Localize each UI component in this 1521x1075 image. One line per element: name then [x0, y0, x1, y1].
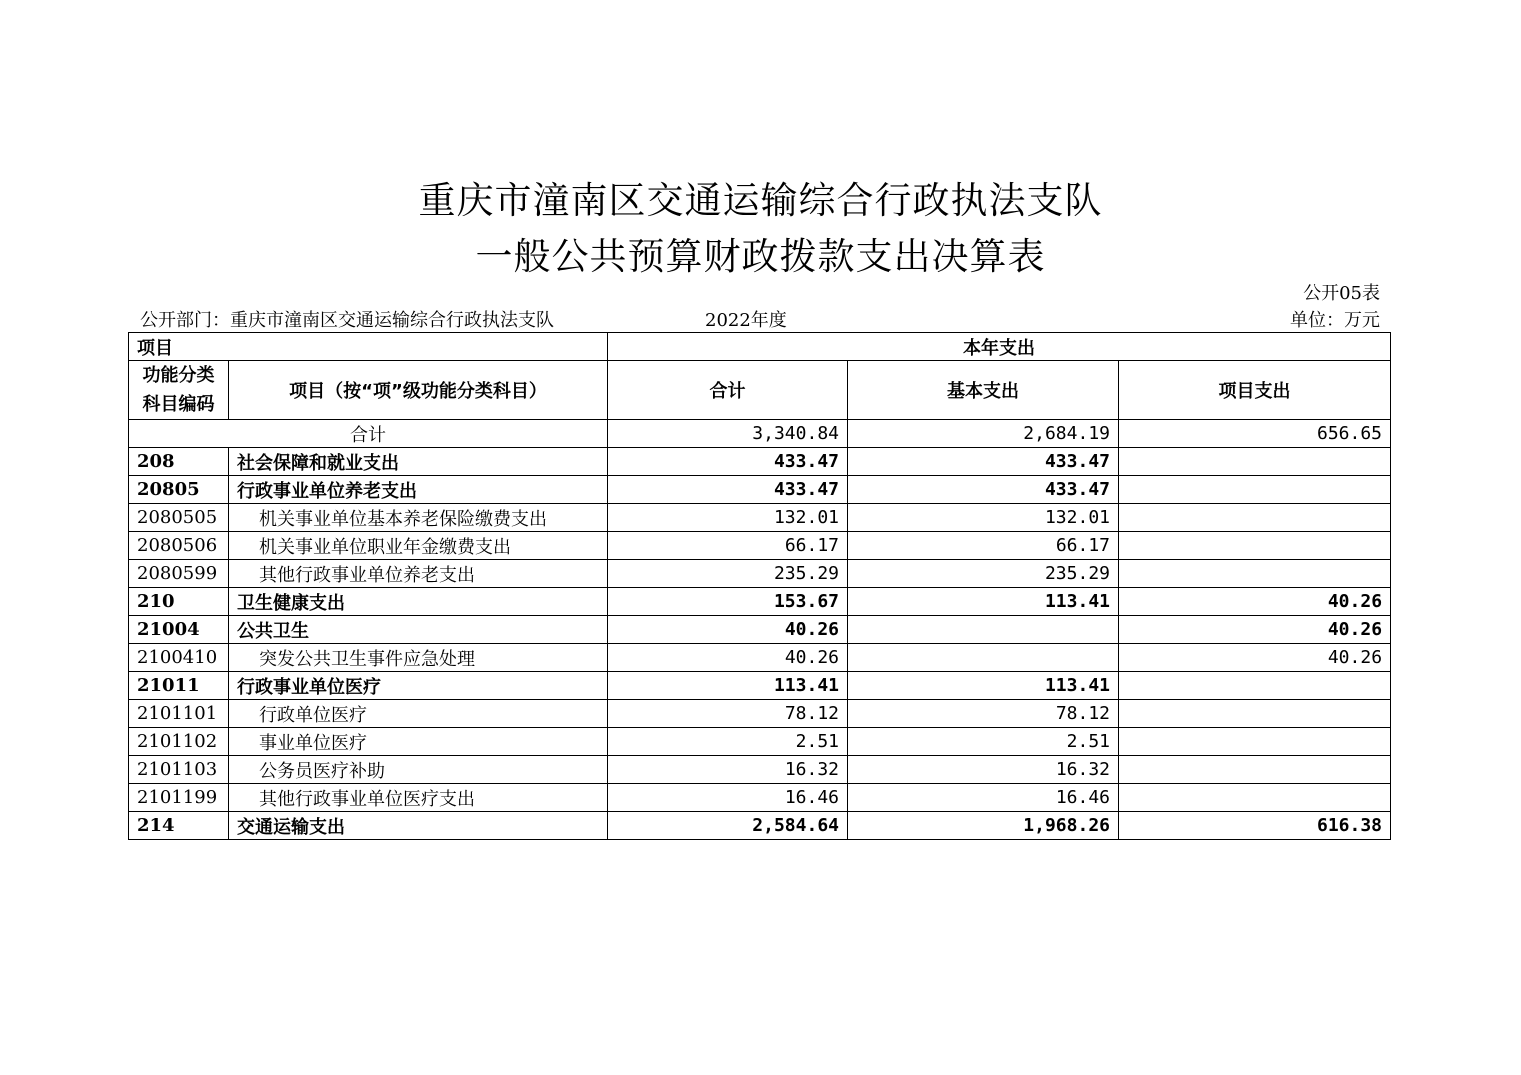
total-row-basic: 2,684.19 — [848, 420, 1119, 448]
row-basic: 78.12 — [848, 700, 1119, 728]
row-name: 突发公共卫生事件应急处理 — [229, 644, 608, 672]
row-name: 公共卫生 — [229, 616, 608, 644]
row-code: 2101102 — [129, 728, 229, 756]
row-total: 40.26 — [608, 616, 848, 644]
row-name: 其他行政事业单位医疗支出 — [229, 784, 608, 812]
header-total: 合计 — [608, 361, 848, 420]
table-row — [129, 672, 1391, 700]
row-code: 21011 — [129, 672, 229, 700]
row-code: 2080506 — [129, 532, 229, 560]
row-total: 2.51 — [608, 728, 848, 756]
table-number: 公开05表 — [1303, 283, 1380, 304]
row-project — [1119, 504, 1391, 532]
row-total: 16.32 — [608, 756, 848, 784]
table-row — [129, 616, 1391, 644]
row-name: 行政事业单位医疗 — [229, 672, 608, 700]
document-title-line1: 重庆市潼南区交通运输综合行政执法支队 — [418, 179, 1103, 222]
row-total: 433.47 — [608, 448, 848, 476]
row-code: 210 — [129, 588, 229, 616]
header-function-code — [129, 361, 229, 420]
header-project-expense: 项目支出 — [1119, 361, 1391, 420]
header-item: 项目（按“项”级功能分类科目） — [229, 361, 608, 420]
row-name: 机关事业单位职业年金缴费支出 — [229, 532, 608, 560]
row-code: 214 — [129, 812, 229, 840]
row-basic: 113.41 — [848, 672, 1119, 700]
row-project — [1119, 560, 1391, 588]
row-code: 2080599 — [129, 560, 229, 588]
row-basic: 132.01 — [848, 504, 1119, 532]
row-project: 616.38 — [1119, 812, 1391, 840]
row-basic: 113.41 — [848, 588, 1119, 616]
row-project: 40.26 — [1119, 588, 1391, 616]
row-project: 40.26 — [1119, 616, 1391, 644]
total-row-project: 656.65 — [1119, 420, 1391, 448]
row-project — [1119, 532, 1391, 560]
row-total: 16.46 — [608, 784, 848, 812]
row-basic: 433.47 — [848, 476, 1119, 504]
row-total: 78.12 — [608, 700, 848, 728]
row-name: 其他行政事业单位养老支出 — [229, 560, 608, 588]
table-row — [129, 784, 1391, 812]
row-project: 40.26 — [1119, 644, 1391, 672]
row-basic: 16.32 — [848, 756, 1119, 784]
row-name: 公务员医疗补助 — [229, 756, 608, 784]
row-name: 社会保障和就业支出 — [229, 448, 608, 476]
row-code: 20805 — [129, 476, 229, 504]
row-project — [1119, 700, 1391, 728]
row-total: 113.41 — [608, 672, 848, 700]
row-total: 66.17 — [608, 532, 848, 560]
table-row — [129, 476, 1391, 504]
row-basic — [848, 616, 1119, 644]
row-basic: 1,968.26 — [848, 812, 1119, 840]
row-project — [1119, 448, 1391, 476]
row-project — [1119, 756, 1391, 784]
row-name: 卫生健康支出 — [229, 588, 608, 616]
table-row — [129, 504, 1391, 532]
row-code: 2100410 — [129, 644, 229, 672]
total-row-total: 3,340.84 — [608, 420, 848, 448]
row-basic: 66.17 — [848, 532, 1119, 560]
row-basic: 433.47 — [848, 448, 1119, 476]
row-basic: 16.46 — [848, 784, 1119, 812]
department-label: 公开部门：重庆市潼南区交通运输综合行政执法支队 — [140, 310, 554, 331]
row-total: 40.26 — [608, 644, 848, 672]
row-project — [1119, 784, 1391, 812]
row-total: 433.47 — [608, 476, 848, 504]
header-code-line1: 功能分类 — [142, 365, 215, 386]
total-row — [129, 420, 1391, 448]
table-row — [129, 644, 1391, 672]
table-row — [129, 756, 1391, 784]
row-code: 21004 — [129, 616, 229, 644]
document-title-line2: 一般公共预算财政拨款支出决算表 — [475, 235, 1046, 278]
row-project — [1119, 476, 1391, 504]
table-row — [129, 588, 1391, 616]
row-code: 2080505 — [129, 504, 229, 532]
table-row — [129, 560, 1391, 588]
row-code: 2101199 — [129, 784, 229, 812]
row-total: 2,584.64 — [608, 812, 848, 840]
row-total: 235.29 — [608, 560, 848, 588]
row-basic: 2.51 — [848, 728, 1119, 756]
table-row — [129, 812, 1391, 840]
header-project: 项目 — [129, 333, 608, 361]
total-row-label: 合计 — [129, 420, 608, 448]
header-code-line2: 科目编码 — [142, 394, 215, 415]
row-name: 行政单位医疗 — [229, 700, 608, 728]
row-name: 行政事业单位养老支出 — [229, 476, 608, 504]
table-row — [129, 448, 1391, 476]
table-row — [129, 700, 1391, 728]
row-code: 2101103 — [129, 756, 229, 784]
table-row — [129, 532, 1391, 560]
row-name: 交通运输支出 — [229, 812, 608, 840]
row-name: 事业单位医疗 — [229, 728, 608, 756]
row-total: 153.67 — [608, 588, 848, 616]
year-label: 2022年度 — [705, 310, 787, 331]
header-basic: 基本支出 — [848, 361, 1119, 420]
header-current-year: 本年支出 — [608, 333, 1391, 361]
row-project — [1119, 728, 1391, 756]
row-name: 机关事业单位基本养老保险缴费支出 — [229, 504, 608, 532]
row-project — [1119, 672, 1391, 700]
row-basic: 235.29 — [848, 560, 1119, 588]
budget-table — [128, 332, 1391, 840]
row-code: 208 — [129, 448, 229, 476]
row-total: 132.01 — [608, 504, 848, 532]
unit-label: 单位：万元 — [1290, 310, 1380, 331]
row-code: 2101101 — [129, 700, 229, 728]
row-basic — [848, 644, 1119, 672]
table-row — [129, 728, 1391, 756]
table-body — [129, 420, 1391, 840]
